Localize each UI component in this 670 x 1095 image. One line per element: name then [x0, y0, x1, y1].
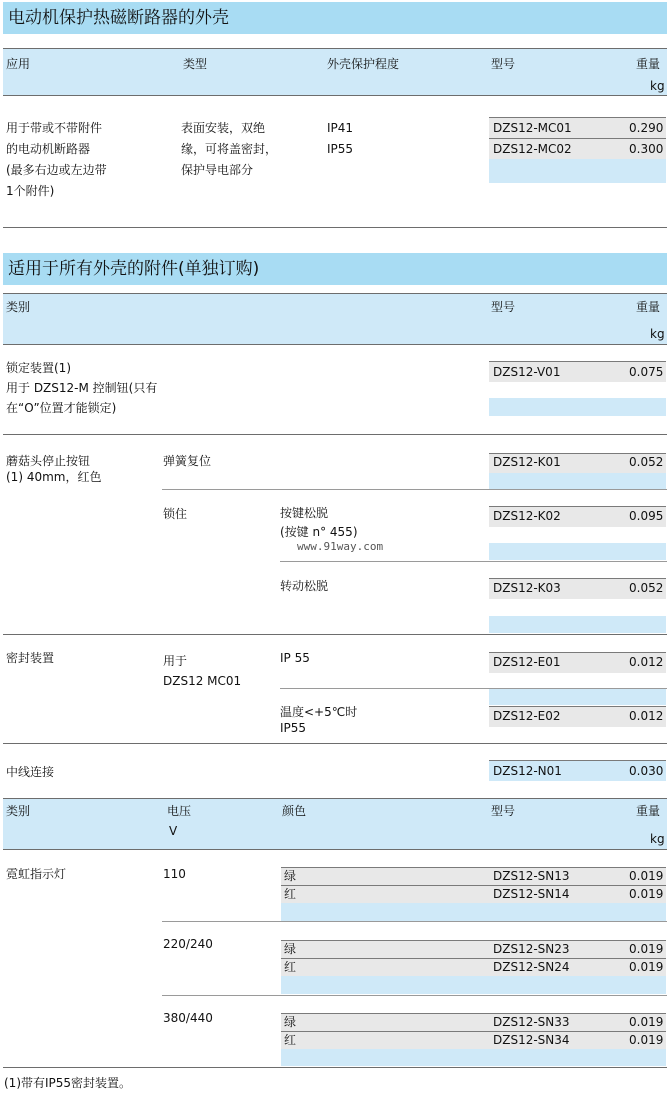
neon-indicator-label: 霓虹指示灯 — [6, 867, 67, 881]
header-color: 颜色 — [282, 804, 307, 818]
model-code: DZS12-N01 — [493, 764, 562, 778]
divider — [280, 561, 667, 562]
empty-row — [281, 903, 666, 921]
seal-use-line: DZS12 MC01 — [163, 674, 242, 688]
model-weight: 0.012 — [629, 709, 664, 723]
color-value: 绿 — [284, 942, 297, 956]
divider — [3, 344, 667, 345]
type-line: 缘，可将盖密封， — [181, 142, 278, 156]
model-weight: 0.290 — [629, 121, 664, 135]
model-weight: 0.019 — [629, 1033, 664, 1047]
mushroom-line: (1) 40mm，红色 — [6, 470, 102, 484]
empty-row — [489, 159, 666, 183]
header-model: 型号 — [491, 57, 516, 71]
lock-in-label: 锁住 — [163, 507, 188, 521]
header-weight-unit: kg — [650, 327, 665, 341]
seal-label: 密封装置 — [6, 651, 55, 665]
voltage-value: 380/440 — [163, 1011, 213, 1025]
section3-header-band — [3, 799, 667, 849]
key-release-line: 按键松脱 — [280, 506, 329, 520]
color-value: 绿 — [284, 869, 297, 883]
seal-ip-label: IP 55 — [280, 651, 310, 665]
model-weight: 0.019 — [629, 1015, 664, 1029]
turn-release-label: 转动松脱 — [280, 579, 329, 593]
divider — [3, 743, 667, 744]
header-model: 型号 — [491, 804, 516, 818]
model-weight: 0.030 — [629, 764, 664, 778]
divider — [3, 849, 667, 850]
model-code: DZS12-V01 — [493, 365, 561, 379]
model-code: DZS12-SN33 — [493, 1015, 570, 1029]
model-code: DZS12-K02 — [493, 509, 561, 523]
mushroom-line: 蘑菇头停止按钮 — [6, 454, 91, 468]
header-model: 型号 — [491, 300, 516, 314]
empty-row — [489, 398, 666, 416]
indicator-row — [281, 1031, 666, 1049]
application-line: 用于带或不带附件 — [6, 121, 103, 135]
divider — [162, 489, 667, 490]
model-code: DZS12-SN24 — [493, 960, 570, 974]
divider — [3, 1067, 667, 1068]
color-value: 绿 — [284, 1015, 297, 1029]
type-line: 表面安装，双绝 — [181, 121, 266, 135]
header-weight-unit: kg — [650, 832, 665, 846]
empty-row — [489, 689, 666, 705]
type-line: 保护导电部分 — [181, 163, 254, 177]
lock-line: 用于 DZS12-M 控制钮(只有 — [6, 381, 158, 395]
empty-row — [281, 976, 666, 994]
temp-line: IP55 — [280, 721, 307, 735]
divider — [162, 995, 667, 996]
lock-line: 在“O”位置才能锁定) — [6, 401, 117, 415]
header-weight: 重量 — [636, 57, 661, 71]
protection-ip41: IP41 — [327, 121, 354, 135]
color-value: 红 — [284, 1033, 297, 1047]
model-code: DZS12-SN23 — [493, 942, 570, 956]
model-code: DZS12-SN34 — [493, 1033, 570, 1047]
model-code: DZS12-SN14 — [493, 887, 570, 901]
model-code: DZS12-E02 — [493, 709, 561, 723]
header-protection: 外壳保护程度 — [327, 57, 400, 71]
application-line: 的电动机断路器 — [6, 142, 91, 156]
model-weight: 0.012 — [629, 655, 664, 669]
model-weight: 0.019 — [629, 887, 664, 901]
header-voltage-unit: V — [169, 824, 178, 838]
model-code: DZS12-SN13 — [493, 869, 570, 883]
empty-row — [489, 543, 666, 560]
divider — [3, 227, 667, 228]
model-code: DZS12-K01 — [493, 455, 561, 469]
header-type: 类型 — [183, 57, 208, 71]
spring-return-label: 弹簧复位 — [163, 454, 212, 468]
divider — [3, 634, 667, 635]
model-weight: 0.052 — [629, 581, 664, 595]
model-weight: 0.300 — [629, 142, 664, 156]
header-application: 应用 — [6, 57, 31, 71]
model-code: DZS12-MC01 — [493, 121, 572, 135]
lock-line: 锁定装置(1) — [6, 361, 71, 375]
indicator-row — [281, 867, 666, 885]
header-category: 类别 — [6, 300, 31, 314]
color-value: 红 — [284, 887, 297, 901]
model-code: DZS12-E01 — [493, 655, 561, 669]
indicator-row — [281, 885, 666, 903]
application-line: 1个附件) — [6, 184, 55, 198]
model-weight: 0.019 — [629, 942, 664, 956]
model-code: DZS12-MC02 — [493, 142, 572, 156]
color-value: 红 — [284, 960, 297, 974]
temp-line: 温度<+5℃时 — [280, 705, 358, 719]
section1-title-bar — [3, 2, 667, 34]
header-category: 类别 — [6, 804, 31, 818]
empty-row — [489, 473, 666, 489]
model-code: DZS12-K03 — [493, 581, 561, 595]
indicator-row — [281, 958, 666, 976]
voltage-value: 110 — [163, 867, 186, 881]
empty-row — [281, 1049, 666, 1066]
empty-row — [489, 616, 666, 633]
key-release-line: (按键 n° 455) — [280, 525, 358, 539]
header-weight-unit: kg — [650, 79, 665, 93]
section1-title: 电动机保护热磁断路器的外壳 — [8, 8, 229, 28]
footnote: (1)带有IP55密封装置。 — [4, 1076, 132, 1090]
header-voltage: 电压 — [167, 804, 192, 818]
seal-use-line: 用于 — [163, 654, 188, 668]
section2-title: 适用于所有外壳的附件(单独订购) — [8, 259, 260, 279]
model-weight: 0.019 — [629, 960, 664, 974]
indicator-row — [281, 1013, 666, 1031]
divider — [162, 921, 667, 922]
section2-header-band — [3, 294, 667, 344]
divider — [3, 95, 667, 96]
protection-ip55: IP55 — [327, 142, 354, 156]
model-weight: 0.019 — [629, 869, 664, 883]
model-weight: 0.075 — [629, 365, 664, 379]
voltage-value: 220/240 — [163, 937, 213, 951]
header-weight: 重量 — [636, 300, 661, 314]
section1-header-band — [3, 49, 667, 95]
model-weight: 0.052 — [629, 455, 664, 469]
model-weight: 0.095 — [629, 509, 664, 523]
header-weight: 重量 — [636, 804, 661, 818]
watermark-text: www.91way.com — [297, 540, 384, 553]
application-line: (最多右边或左边带 — [6, 163, 107, 177]
indicator-row — [281, 940, 666, 958]
section2-title-bar — [3, 253, 667, 285]
neutral-label: 中线连接 — [6, 765, 55, 779]
divider — [3, 434, 667, 435]
